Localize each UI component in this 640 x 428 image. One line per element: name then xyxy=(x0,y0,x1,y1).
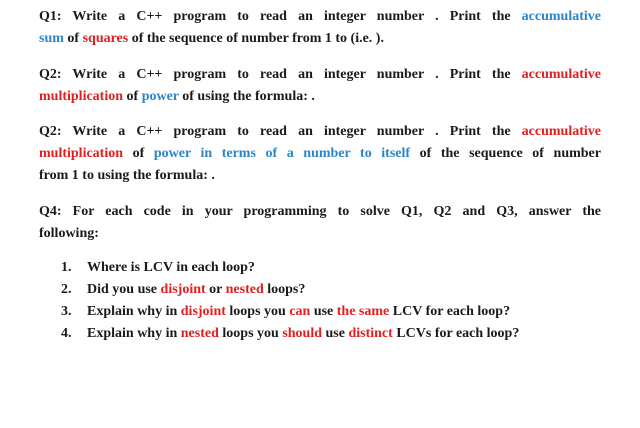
red-highlight-text: the same xyxy=(336,304,390,319)
text-run: of xyxy=(123,89,142,104)
red-highlight-text: nested xyxy=(225,282,264,297)
text-run: Explain why in xyxy=(87,304,181,319)
text-run: of using the formula: . xyxy=(178,89,315,104)
text-run: following: xyxy=(39,226,99,241)
list-item-number: 4. xyxy=(61,326,72,341)
text-run: from 1 to using the formula: . xyxy=(39,168,215,183)
red-highlight-text: squares xyxy=(82,31,129,46)
text-run: Where is LCV in each loop? xyxy=(87,260,255,275)
blue-highlight-text: accumulative xyxy=(521,9,601,24)
text-run: of the sequence of number from 1 to (i.e. ). xyxy=(128,31,384,46)
text-run: of xyxy=(63,31,83,46)
red-highlight-text: should xyxy=(282,326,323,341)
blue-highlight-text: power in terms of a number to itself xyxy=(153,146,411,161)
question-2-line-2 xyxy=(39,86,601,108)
question-1-line-1 xyxy=(39,6,601,28)
text-run: or xyxy=(205,282,226,297)
document-page xyxy=(39,6,601,345)
text-run: Q2: Write a C++ program to read an integer number . Print the xyxy=(39,67,522,82)
list-item xyxy=(61,323,601,345)
text-run: use xyxy=(310,304,337,319)
red-highlight-text: multiplication xyxy=(39,89,124,104)
text-run: Q4: For each code in your programming to solve Q1, Q2 and Q3, answer the xyxy=(39,204,601,219)
red-highlight-text: accumulative xyxy=(521,67,601,82)
question-1 xyxy=(39,6,601,50)
list-item-number: 3. xyxy=(61,304,72,319)
question-4-line-1 xyxy=(39,201,601,223)
text-run: LCV for each loop? xyxy=(389,304,511,319)
red-highlight-text: disjoint xyxy=(160,282,206,297)
list-item xyxy=(61,257,601,279)
list-item-number: 2. xyxy=(61,282,72,297)
list-item-number: 1. xyxy=(61,260,72,275)
text-run: Q1: Write a C++ program to read an integer number . Print the xyxy=(39,9,522,24)
blue-highlight-text: power xyxy=(141,89,179,104)
question-1-line-2 xyxy=(39,28,601,50)
text-run: loops? xyxy=(263,282,306,297)
question-3-line-2 xyxy=(39,143,601,165)
red-highlight-text: multiplication xyxy=(39,146,124,161)
text-run: Explain why in xyxy=(87,326,181,341)
red-highlight-text: distinct xyxy=(348,326,393,341)
red-highlight-text: can xyxy=(289,304,311,319)
text-run: of xyxy=(123,146,154,161)
text-run: use xyxy=(322,326,349,341)
list-item xyxy=(61,279,601,301)
red-highlight-text: nested xyxy=(180,326,219,341)
list-item xyxy=(61,301,601,323)
question-4-list xyxy=(61,257,601,345)
text-run: LCVs for each loop? xyxy=(392,326,520,341)
blue-highlight-text: sum xyxy=(39,31,64,46)
question-3 xyxy=(39,121,601,187)
red-highlight-text: accumulative xyxy=(521,124,601,139)
text-run: of the sequence of number xyxy=(410,146,601,161)
question-2-line-1 xyxy=(39,64,601,86)
question-4 xyxy=(39,201,601,245)
text-run: Did you use xyxy=(87,282,161,297)
question-4-line-2 xyxy=(39,223,601,245)
text-run: loops you xyxy=(225,304,290,319)
text-run: loops you xyxy=(218,326,283,341)
text-run: Q2: Write a C++ program to read an integer number . Print the xyxy=(39,124,522,139)
red-highlight-text: disjoint xyxy=(180,304,226,319)
question-3-line-3 xyxy=(39,165,601,187)
question-2 xyxy=(39,64,601,108)
question-3-line-1 xyxy=(39,121,601,143)
